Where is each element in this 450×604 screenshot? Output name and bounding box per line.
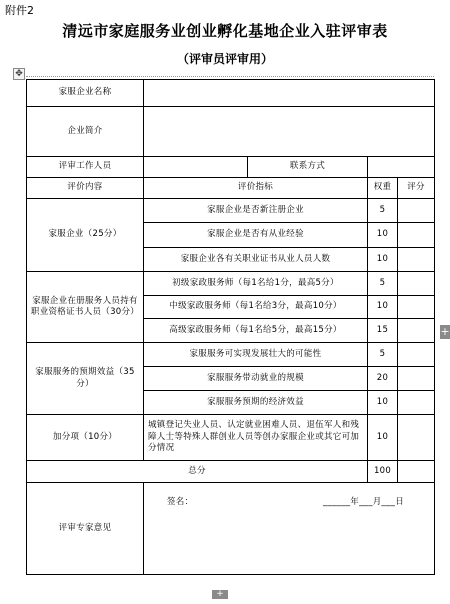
total-weight: 100	[368, 461, 398, 483]
add-column-icon[interactable]: +	[440, 325, 450, 338]
total-score-cell[interactable]	[398, 461, 435, 483]
total-label: 总分	[27, 461, 368, 483]
weight-cell: 15	[368, 319, 398, 343]
contact-label: 联系方式	[248, 157, 368, 178]
indicator-cell: 家服服务可实现发展壮大的可能性	[144, 343, 368, 367]
score-cell[interactable]	[398, 343, 435, 367]
column-header-score: 评分	[398, 178, 435, 199]
bonus-indicator: 城镇登记失业人员、认定就业困难人员、退伍军人和残障人士等特殊人群创业人员等创办家服企业或其它可加分情况	[144, 415, 368, 461]
weight-cell: 5	[368, 343, 398, 367]
indicator-cell: 初级家政服务师（每1名给1分，最高5分）	[144, 272, 368, 296]
form-title: 清远市家庭服务业创业孵化基地企业入驻评审表	[62, 22, 388, 40]
contact-field[interactable]	[368, 157, 435, 178]
group-name: 家服服务的预期效益（35分）	[27, 343, 144, 415]
indicator-cell: 家服企业是否新注册企业	[144, 199, 368, 223]
score-cell[interactable]	[398, 296, 435, 319]
group-name: 家服企业在册服务人员持有职业资格证书人员（30分）	[27, 272, 144, 343]
signature-label: 签名：	[167, 497, 194, 508]
staff-label: 评审工作人员	[27, 157, 144, 178]
score-cell[interactable]	[398, 272, 435, 296]
weight-cell: 5	[368, 199, 398, 223]
company-intro-field[interactable]	[144, 107, 435, 157]
score-cell[interactable]	[398, 199, 435, 223]
attachment-label: 附件2	[5, 4, 34, 17]
indicator-cell: 高级家政服务师（每1名给5分，最高15分）	[144, 319, 368, 343]
score-cell[interactable]	[398, 248, 435, 272]
weight-cell: 10	[368, 391, 398, 415]
score-cell[interactable]	[398, 391, 435, 415]
weight-cell: 10	[368, 296, 398, 319]
column-header-indicator: 评价指标	[144, 178, 368, 199]
add-row-icon[interactable]: +	[212, 590, 228, 599]
score-cell[interactable]	[398, 367, 435, 391]
column-header-weight: 权重	[368, 178, 398, 199]
company-intro-label: 企业简介	[27, 107, 144, 157]
bonus-label: 加分项（10分）	[27, 415, 144, 461]
column-header-content: 评价内容	[27, 178, 144, 199]
opinion-label: 评审专家意见	[27, 483, 144, 575]
indicator-cell: 家服服务预期的经济效益	[144, 391, 368, 415]
weight-cell: 10	[368, 223, 398, 248]
indicator-cell: 家服企业是否有从业经验	[144, 223, 368, 248]
weight-cell: 5	[368, 272, 398, 296]
indicator-cell: 家服服务带动就业的规模	[144, 367, 368, 391]
form-subtitle: （评审员评审用）	[176, 52, 273, 66]
indicator-cell: 中级家政服务师（每1名给3分，最高10分）	[144, 296, 368, 319]
review-form-table	[26, 79, 435, 575]
group-name: 家服企业（25分）	[27, 199, 144, 272]
bonus-score-cell[interactable]	[398, 415, 435, 461]
company-name-label: 家服企业名称	[27, 80, 144, 107]
table-top-guide	[26, 76, 434, 77]
score-cell[interactable]	[398, 223, 435, 248]
opinion-field[interactable]	[144, 483, 435, 575]
date-line: ______年___月___日	[323, 497, 405, 508]
weight-cell: 20	[368, 367, 398, 391]
weight-cell: 10	[368, 248, 398, 272]
company-name-field[interactable]	[144, 80, 435, 107]
indicator-cell: 家服企业各有关职业证书从业人员人数	[144, 248, 368, 272]
table-move-handle-icon[interactable]: ✥	[13, 68, 25, 80]
score-cell[interactable]	[398, 319, 435, 343]
bonus-weight: 10	[368, 415, 398, 461]
staff-field[interactable]	[144, 157, 248, 178]
